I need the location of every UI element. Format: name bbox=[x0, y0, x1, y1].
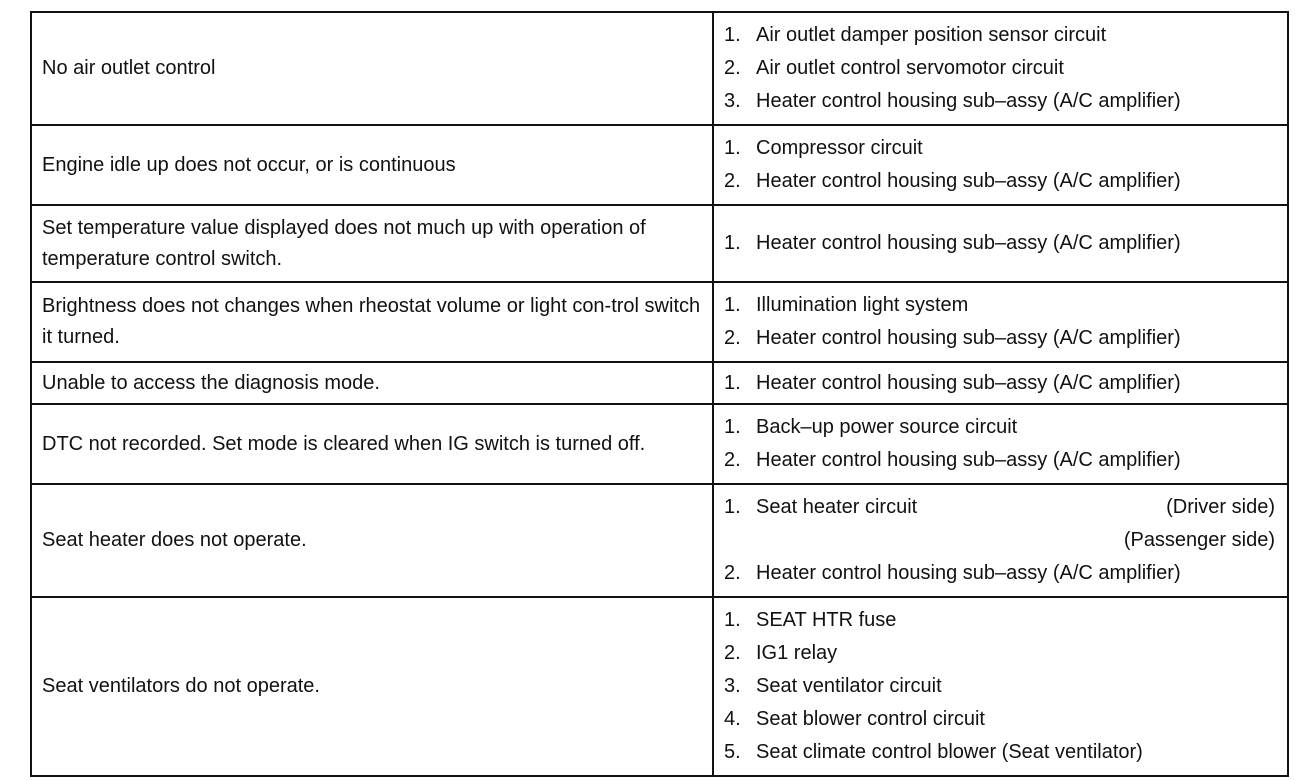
table-row bbox=[31, 12, 1288, 125]
table-row bbox=[31, 597, 1288, 776]
symptom-cell: Engine idle up does not occur, or is continuous bbox=[31, 125, 713, 205]
cause-item bbox=[724, 670, 1275, 703]
cause-item bbox=[724, 604, 1275, 637]
cause-item bbox=[724, 19, 1275, 52]
table-row bbox=[31, 125, 1288, 205]
table-row bbox=[31, 205, 1288, 282]
symptom-cell: Brightness does not changes when rheostat volume or light con-trol switch it turned. bbox=[31, 282, 713, 362]
cause-text: Seat climate control blower (Seat ventilator) bbox=[756, 741, 1143, 763]
cause-item bbox=[724, 524, 1275, 557]
causes-cell bbox=[713, 125, 1288, 205]
cause-item bbox=[724, 444, 1275, 477]
cause-item bbox=[724, 736, 1275, 769]
cause-text: Seat blower control circuit bbox=[756, 708, 985, 730]
cause-text: Compressor circuit bbox=[756, 137, 923, 159]
table-row bbox=[31, 484, 1288, 597]
cause-text: Heater control housing sub–assy (A/C amplifier) bbox=[756, 327, 1181, 349]
causes-cell bbox=[713, 205, 1288, 282]
cause-item bbox=[724, 289, 1275, 322]
cause-item bbox=[724, 227, 1275, 260]
cause-text: SEAT HTR fuse bbox=[756, 609, 897, 631]
cause-text: Illumination light system bbox=[756, 294, 969, 316]
cause-item bbox=[724, 637, 1275, 670]
causes-cell bbox=[713, 597, 1288, 776]
causes-cell bbox=[713, 282, 1288, 362]
cause-number: 2. bbox=[724, 562, 741, 584]
cause-text: Heater control housing sub–assy (A/C amplifier) bbox=[756, 90, 1181, 112]
cause-number: 2. bbox=[724, 327, 741, 349]
cause-text: Heater control housing sub–assy (A/C amplifier) bbox=[756, 449, 1181, 471]
cause-number: 1. bbox=[724, 137, 741, 159]
cause-item bbox=[724, 132, 1275, 165]
cause-number: 2. bbox=[724, 449, 741, 471]
cause-text: Seat ventilator circuit bbox=[756, 675, 942, 697]
cause-number: 1. bbox=[724, 496, 741, 518]
cause-item bbox=[724, 491, 1275, 524]
cause-number: 2. bbox=[724, 57, 741, 79]
cause-text: Back–up power source circuit bbox=[756, 416, 1018, 438]
cause-number: 1. bbox=[724, 294, 741, 316]
causes-cell bbox=[713, 404, 1288, 484]
symptom-cell: Set temperature value displayed does not much up with operation of temperature control switch. bbox=[31, 205, 713, 282]
cause-item bbox=[724, 411, 1275, 444]
symptom-cell: No air outlet control bbox=[31, 12, 713, 125]
table-row bbox=[31, 362, 1288, 404]
causes-cell bbox=[713, 484, 1288, 597]
trouble-table bbox=[30, 11, 1289, 777]
table-row bbox=[31, 282, 1288, 362]
cause-text: IG1 relay bbox=[756, 642, 838, 664]
cause-number: 1. bbox=[724, 232, 741, 254]
causes-cell bbox=[713, 362, 1288, 404]
cause-text: Heater control housing sub–assy (A/C amplifier) bbox=[756, 562, 1181, 584]
cause-number: 2. bbox=[724, 642, 741, 664]
cause-note: (Driver side) bbox=[1166, 496, 1275, 518]
cause-text: Seat heater circuit bbox=[756, 496, 918, 518]
cause-number: 3. bbox=[724, 90, 741, 112]
cause-number: 1. bbox=[724, 24, 741, 46]
symptom-cell: DTC not recorded. Set mode is cleared when IG switch is turned off. bbox=[31, 404, 713, 484]
cause-number: 3. bbox=[724, 675, 741, 697]
cause-number: 5. bbox=[724, 741, 741, 763]
cause-item bbox=[724, 85, 1275, 118]
cause-text: Air outlet damper position sensor circuit bbox=[756, 24, 1107, 46]
cause-number: 1. bbox=[724, 416, 741, 438]
table-row bbox=[31, 404, 1288, 484]
cause-item bbox=[724, 322, 1275, 355]
cause-number: 1. bbox=[724, 371, 741, 394]
cause-text: Heater control housing sub–assy (A/C amplifier) bbox=[756, 232, 1181, 254]
trouble-table-body bbox=[31, 12, 1288, 776]
cause-number: 2. bbox=[724, 170, 741, 192]
causes-cell bbox=[713, 12, 1288, 125]
cause-item bbox=[724, 52, 1275, 85]
cause-text: Heater control housing sub–assy (A/C amplifier) bbox=[756, 170, 1181, 192]
symptom-cell: Unable to access the diagnosis mode. bbox=[31, 362, 713, 404]
cause-text: Heater control housing sub–assy (A/C amplifier) bbox=[756, 371, 1181, 394]
cause-item bbox=[724, 165, 1275, 198]
cause-item bbox=[724, 557, 1275, 590]
cause-item bbox=[724, 703, 1275, 736]
cause-text: Air outlet control servomotor circuit bbox=[756, 57, 1064, 79]
cause-note: (Passenger side) bbox=[1123, 529, 1275, 551]
cause-number: 1. bbox=[724, 609, 741, 631]
symptom-cell: Seat ventilators do not operate. bbox=[31, 597, 713, 776]
symptom-cell: Seat heater does not operate. bbox=[31, 484, 713, 597]
cause-number: 4. bbox=[724, 708, 741, 730]
cause-item bbox=[724, 367, 1275, 400]
